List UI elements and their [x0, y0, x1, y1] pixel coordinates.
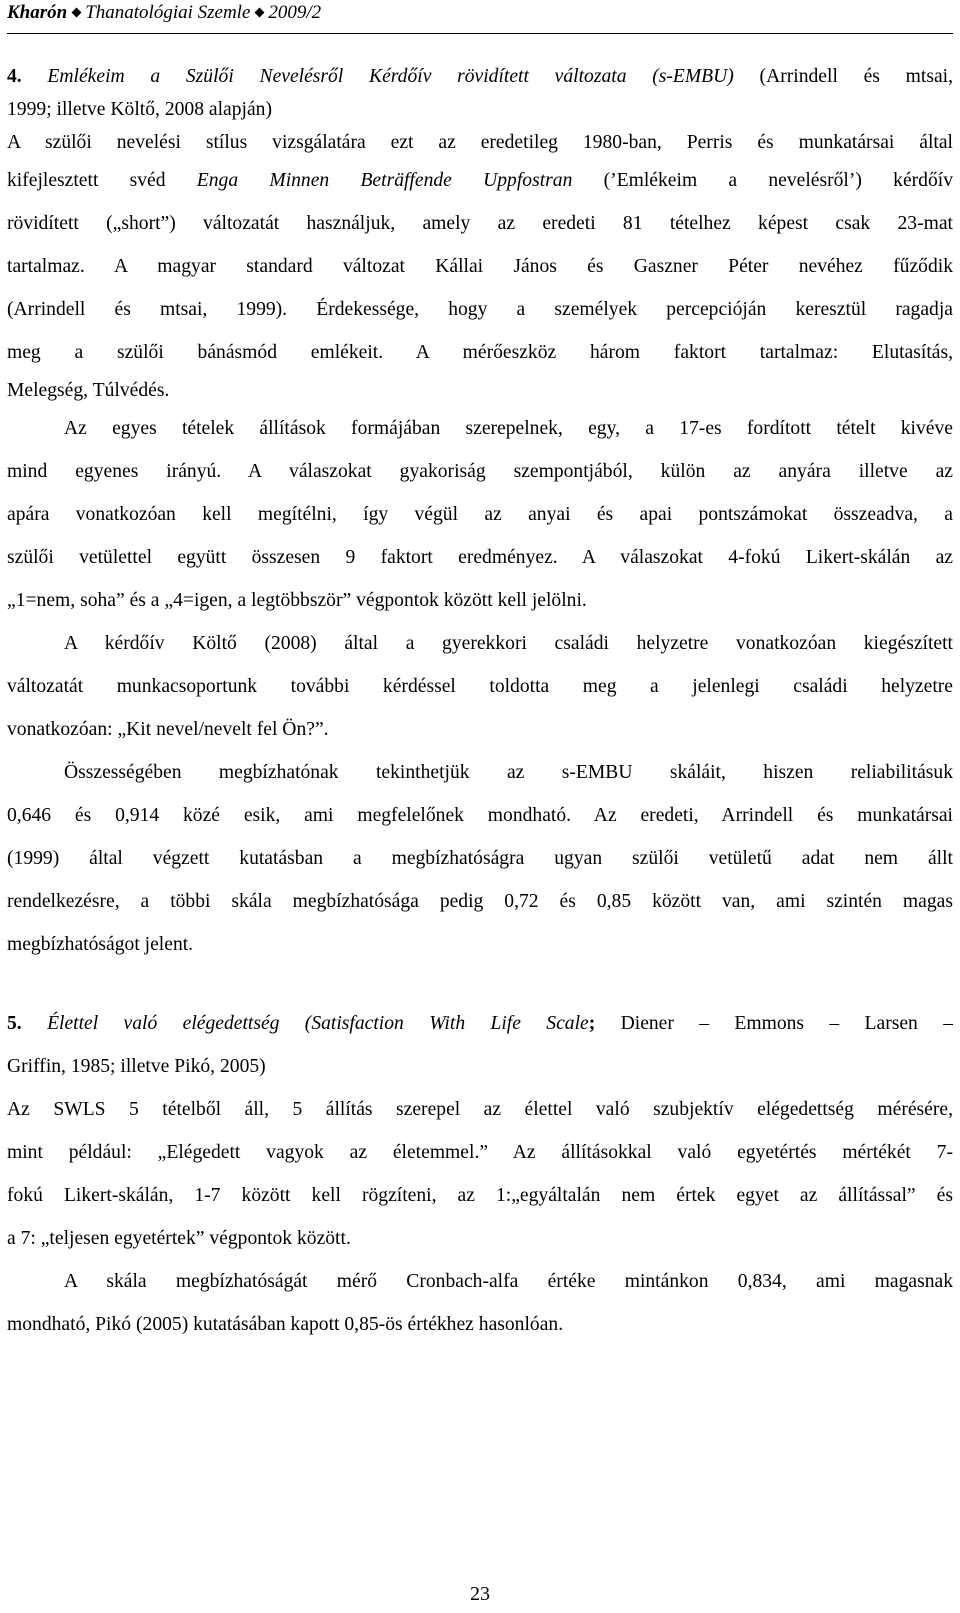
section-5-paragraph-1 — [7, 1088, 953, 1260]
text-line: vonatkozóan: „Kit nevel/nevelt fel Ön?”. — [7, 719, 329, 740]
text-line: rendelkezésre, a többi skála megbízhatósága pedig 0,72 és 0,85 között van, ami szintén magas — [7, 891, 953, 912]
text-line: „1=nem, soha” és a „4=igen, a legtöbbször” végpontok között kell jelölni. — [7, 590, 587, 611]
text-line: Az SWLS 5 tételből áll, 5 állítás szerepel az élettel való szubjektív elégedettség mérésére, — [7, 1099, 953, 1120]
section-4-paragraph-4 — [7, 751, 953, 966]
diamond-separator-icon — [255, 8, 265, 18]
text-line: Összességében megbízhatónak tekinthetjük az s-EMBU skáláit, hiszen reliabilitásuk — [64, 762, 953, 783]
journal-name: Kharón — [7, 2, 68, 23]
text-line: meg a szülői bánásmód emlékeit. A mérőeszköz három faktort tartalmaz: Elutasítás, — [7, 342, 953, 363]
section-4-heading-line-1 — [7, 60, 953, 93]
text-line: A skála megbízhatóságát mérő Cronbach-alfa értéke mintánkon 0,834, ami magasnak — [64, 1271, 953, 1292]
text-line: mint például: „Elégedett vagyok az életemmel.” Az állításokkal való egyetértés mértékét 7- — [7, 1142, 953, 1163]
section-5-number: 5. — [7, 1013, 22, 1034]
section-4-paragraph-1 — [7, 126, 953, 407]
section-5-authors-a: Diener – Emmons – Larsen – — [595, 1013, 953, 1034]
journal-issue: 2009/2 — [268, 2, 322, 23]
section-4-title: Emlékeim a Szülői Nevelésről Kérdőív rövidített változata (s-EMBU) — [47, 66, 734, 87]
text-line: változatát munkacsoportunk további kérdéssel toldotta meg a jelenlegi családi helyzetre — [7, 676, 953, 697]
section-5-paragraph-2 — [7, 1260, 953, 1346]
page-body — [7, 60, 953, 1346]
text-line: A kérdőív Költő (2008) által a gyerekkori családi helyzetre vonatkozóan kiegészített — [64, 633, 953, 654]
section-5-authors-b: Griffin, 1985; illetve Pikó, 2005) — [7, 1056, 266, 1077]
text-line: tartalmaz. A magyar standard változat Kállai János és Gaszner Péter nevéhez fűződik — [7, 256, 953, 277]
text-line: megbízhatóságot jelent. — [7, 934, 194, 955]
text-line: (1999) által végzett kutatásban a megbízhatóságra ugyan szülői vetületű adat nem állt — [7, 848, 953, 869]
journal-title: Thanatológiai Szemle — [85, 2, 251, 23]
page-number: 23 — [470, 1583, 490, 1605]
section-5-heading-line-1 — [7, 1002, 953, 1045]
text-line: kifejlesztett svéd Enga Minnen Beträffende Uppfostran (’Emlékeim a nevelésről’) kérdőív — [7, 170, 953, 191]
section-5-heading-line-2 — [7, 1045, 953, 1088]
text-line: Melegség, Túlvédés. — [7, 380, 170, 401]
running-header — [7, 0, 953, 34]
text-line: mind egyenes irányú. A válaszokat gyakoriság szempontjából, külön az anyára illetve az — [7, 461, 953, 482]
swedish-title: Enga Minnen Beträffende Uppfostran — [196, 170, 573, 191]
section-4-citation-a: (Arrindell és mtsai, — [759, 66, 953, 87]
text-line: szülői vetülettel együtt összesen 9 faktort eredményez. A válaszokat 4-fokú Likert-skálán az — [7, 547, 953, 568]
section-4-heading-line-2 — [7, 93, 953, 126]
section-4-number: 4. — [7, 66, 22, 87]
text-line: a 7: „teljesen egyetértek” végpontok között. — [7, 1228, 351, 1249]
text-line: A szülői nevelési stílus vizsgálatára ezt az eredetileg 1980-ban, Perris és munkatársai által — [7, 132, 953, 153]
section-5-semicolon: ; — [588, 1013, 596, 1034]
section-4-citation-b: 1999; illetve Költő, 2008 alapján) — [7, 99, 273, 120]
text-line: rövidített („short”) változatát használjuk, amely az eredeti 81 tételhez képest csak 23-mat — [7, 213, 953, 234]
section-5-title: Élettel való elégedettség (Satisfaction With Life Scale — [47, 1013, 589, 1034]
text-line: apára vonatkozóan kell megítélni, így végül az anyai és apai pontszámokat összeadva, a — [7, 504, 953, 525]
section-gap — [7, 966, 953, 1002]
section-4-paragraph-2 — [7, 407, 953, 622]
text-line: (Arrindell és mtsai, 1999). Érdekessége, hogy a személyek percepcióján keresztül ragadja — [7, 299, 953, 320]
text-line: fokú Likert-skálán, 1-7 között kell rögzíteni, az 1:„egyáltalán nem értek egyet az állítással” és — [7, 1185, 953, 1206]
section-4-paragraph-3 — [7, 622, 953, 751]
text-line: 0,646 és 0,914 közé esik, ami megfelelőnek mondható. Az eredeti, Arrindell és munkatársai — [7, 805, 953, 826]
text-line: mondható, Pikó (2005) kutatásában kapott 0,85-ös értékhez hasonlóan. — [7, 1314, 564, 1335]
diamond-separator-icon — [72, 8, 82, 18]
text-line: Az egyes tételek állítások formájában szerepelnek, egy, a 17-es fordított tételt kivéve — [64, 418, 953, 439]
